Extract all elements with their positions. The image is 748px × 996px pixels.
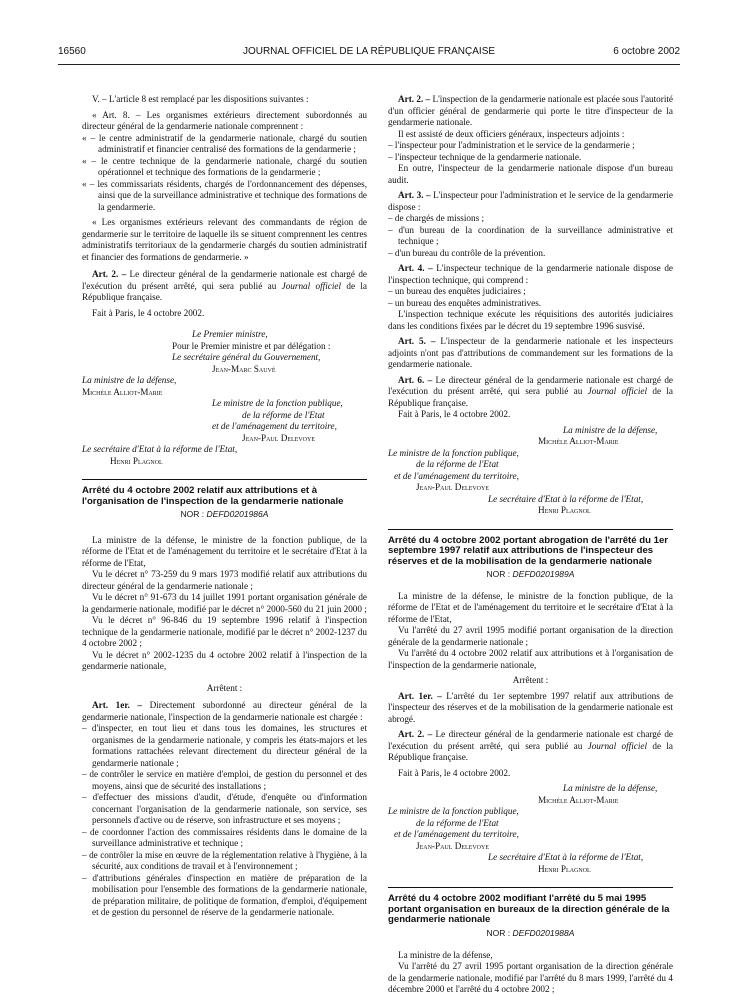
- art4-label: Art. 4. –: [398, 263, 433, 273]
- signatory-title: de la réforme de l'Etat: [416, 459, 499, 469]
- art1-paragraph: Art. 1er. – L'arrêté du 1er septembre 1997 relatif aux attributions de l'inspecteur des réserves et de la mobilisation de la gendarmerie nationale est abrogé.: [388, 690, 673, 724]
- signatory-title: et de l'aménagement du territoire,: [394, 470, 519, 481]
- art1-item: – d'attributions générales d'inspection en matière de préparation de la mobilisation pour l'ensemble des formations de la gendarmerie nationale, de préparation militaire, de politique de formation, d'emploi, d'équipement et de gestion du personnel de réserve de la gendarmerie nationale.: [82, 872, 367, 918]
- section-divider: [388, 529, 673, 530]
- signatory-title: Le Premier ministre,: [192, 329, 268, 339]
- art4-item: – un bureau des enquêtes judiciaires ;: [388, 286, 526, 296]
- page-number: 16560: [58, 46, 86, 57]
- signatory-title: Le secrétaire d'Etat à la réforme de l'Etat,: [488, 852, 644, 863]
- signature-block: [388, 783, 673, 875]
- signatory-name: Michèle Alliot-Marie: [538, 794, 619, 805]
- fait-a-paris: Fait à Paris, le 4 octobre 2002.: [398, 767, 511, 778]
- signatory-title: de la réforme de l'Etat: [416, 817, 499, 828]
- decree-visa: Vu le décret n° 96-846 du 19 septembre 1996 relatif à l'inspection technique de la gendarmerie nationale, modifié par le décret n° 2002-1237 du 4 octobre 2002 ;: [82, 615, 367, 649]
- art1-item: – d'inspecter, en tout lieu et dans tous les domaines, les structures et organismes de la gendarmerie nationale, y compris les états-majors et les formations rattachées relevant directement du directeur général de la gendarmerie nationale ;: [82, 723, 367, 768]
- signatory-title: La ministre de la défense,: [563, 424, 658, 435]
- art1-item: – de contrôler la mise en œuvre de la réglementation relative à l'hygiène, à la sécurité, aux conditions de travail et à l'environnement ;: [82, 849, 367, 872]
- decree-visa: Vu l'arrêté du 27 avril 1995 modifié portant organisation de la direction générale de la gendarmerie nationale ;: [388, 625, 673, 647]
- decree-intro: La ministre de la défense, le ministre de la fonction publique, de la réforme de l'Etat et de l'aménagement du territoire et le secrétaire d'Etat à la réforme de l'Etat,: [388, 590, 673, 624]
- art3-item: – de chargés de missions ;: [388, 213, 485, 223]
- art1-item: – d'effectuer des missions d'audit, d'étude, d'enquête ou d'information concernant l'organisation de la gendarmerie nationale, son service, ses personnels d'active ou de réserve, son infrastructure et ses moyens ;: [82, 792, 367, 826]
- signature-block: [388, 425, 673, 517]
- art2-label: Art. 2. –: [398, 729, 433, 740]
- signatory-title: de la réforme de l'Etat: [242, 409, 325, 420]
- signatory-name: Michèle Alliot-Marie: [82, 386, 163, 397]
- decree-visa: Vu le décret n° 91-673 du 14 juillet 1991 portant organisation générale de la gendarmerie nationale, modifié par le décret n° 2000-560 du 21 juin 2000 ;: [82, 592, 367, 614]
- assist-paragraph: Il est assisté de deux officiers généraux, inspecteurs adjoints :: [398, 128, 625, 139]
- signatory-title: Le ministre de la fonction publique,: [388, 447, 519, 458]
- signatory-title: Le ministre de la fonction publique,: [212, 398, 343, 408]
- left-column: [82, 94, 367, 919]
- art2-paragraph: Art. 2. – Le directeur général de la gendarmerie nationale est chargé de l'exécution du présent arrêté, qui sera publié au Journal officiel de la République française.: [82, 269, 367, 302]
- article-v-paragraph: V. – L'article 8 est remplacé par les dispositions suivantes :: [92, 94, 309, 104]
- art3-item: – d'un bureau de la coordination de la surveillance administrative et technique ;: [388, 224, 673, 246]
- signatory-title: Le secrétaire général du Gouvernement,: [172, 352, 321, 362]
- nor-reference: NOR : DEFD0201989A: [486, 569, 575, 580]
- decree-intro: La ministre de la défense, le ministre de la fonction publique, de la réforme de l'Etat et de l'aménagement du territoire et le secrétaire d'Etat à la réforme de l'Etat,: [82, 534, 367, 568]
- journal-title: JOURNAL OFFICIEL DE LA RÉPUBLIQUE FRANÇAISE: [242, 46, 496, 57]
- en-outre-paragraph: En outre, l'inspecteur de la gendarmerie nationale dispose d'un bureau audit.: [388, 163, 673, 185]
- section-divider: [388, 887, 673, 888]
- assist-item: – l'inspecteur pour l'administration et le service de la gendarmerie ;: [388, 140, 635, 150]
- decree-visa: Vu l'arrêté du 4 octobre 2002 relatif aux attributions et à l'organisation de l'inspection de la gendarmerie nationale,: [388, 648, 673, 670]
- art6-label: Art. 6. –: [398, 374, 433, 385]
- arretent-heading: Arrêtent :: [512, 675, 549, 686]
- signatory-title: et de l'aménagement du territoire,: [394, 829, 519, 840]
- art3-item: – d'un bureau du contrôle de la prévention.: [388, 247, 546, 258]
- art1-item: – de contrôler le service en matière d'emploi, de gestion du personnel et des moyens, ainsi que de sécurité des installations ;: [82, 769, 367, 791]
- decree-title: Arrêté du 4 octobre 2002 portant abrogation de l'arrêté du 1er septembre 1997 relatif aux attributions de l'inspecteur des réserves et de la mobilisation de la gendarmerie nationale: [388, 534, 669, 567]
- art4-item: – un bureau des enquêtes administratives.: [388, 297, 542, 308]
- signatory-name: Henri Plagnol: [538, 863, 591, 874]
- signatory-title: La ministre de la défense,: [563, 783, 658, 794]
- signatory-name: Henri Plagnol: [110, 455, 163, 466]
- header-rule: [58, 64, 680, 65]
- decree-visa: Vu l'arrêté du 27 avril 1995 portant organisation de la direction générale de la gendarmerie nationale, modifié par l'arrêté du 8 mars 1999, l'arrêté du 4 décembre 2000 et l'arrêté du 4 octobre 2002 ;: [388, 961, 673, 995]
- arretent-heading: Arrêtent :: [206, 682, 243, 693]
- signatory-title: Le ministre de la fonction publique,: [388, 806, 519, 817]
- art2-paragraph: Art. 2. – L'inspection de la gendarmerie nationale est placée sous l'autorité d'un officier général de gendarmerie qui porte le titre d'inspecteur de la gendarmerie nationale.: [388, 94, 674, 127]
- fait-a-paris: Fait à Paris, le 4 octobre 2002.: [398, 409, 511, 419]
- issue-date: 6 octobre 2002: [613, 46, 680, 57]
- decree-intro: La ministre de la défense,: [398, 949, 493, 960]
- signatory-name: Jean-Paul Delevoye: [416, 482, 489, 492]
- signatory-name: Jean-Marc Sauvé: [212, 363, 276, 374]
- decree-title: Arrêté du 4 octobre 2002 relatif aux attributions et à l'organisation de l'inspection de la gendarmerie nationale: [82, 485, 344, 507]
- decree-visa: Vu le décret n° 73-259 du 9 mars 1973 modifié relatif aux attributions du directeur général de la gendarmerie nationale ;: [82, 569, 367, 591]
- section-divider: [82, 479, 367, 480]
- signatory-title: Le secrétaire d'Etat à la réforme de l'Etat,: [488, 493, 644, 504]
- art6-paragraph: Art. 6. – Le directeur général de la gendarmerie nationale est chargé de l'exécution du présent arrêté, qui sera publié au Journal officiel de la République française.: [388, 374, 673, 408]
- art5-label: Art. 5. –: [398, 336, 436, 346]
- fait-a-paris: Fait à Paris, le 4 octobre 2002.: [92, 307, 205, 318]
- art2-paragraph: Art. 2. – Le directeur général de la gendarmerie nationale est chargé de l'exécution du présent arrêté, qui sera publié au Journal officiel de la République française.: [388, 729, 673, 763]
- art8-item: « – les commissariats résidents, chargés de l'ordonnancement des dépenses, ainsi que de la surveillance administrative et technique des formations de la gendarmerie.: [82, 178, 367, 212]
- art3-label: Art. 3. –: [398, 190, 431, 200]
- art1-paragraph: Art. 1er. – Directement subordonné au directeur général de la gendarmerie nationale, l'inspection de la gendarmerie nationale est chargée :: [82, 700, 367, 722]
- signatory-name: Jean-Paul Delevoye: [416, 840, 489, 851]
- nor-reference: NOR : DEFD0201986A: [180, 509, 269, 520]
- assist-item: – l'inspecteur technique de la gendarmerie nationale.: [388, 151, 582, 162]
- art1-label: Art. 1er. –: [92, 700, 143, 711]
- signatory-title: Pour le Premier ministre et par délégation :: [172, 340, 331, 351]
- inspection-technique-paragraph: L'inspection technique exécute les réquisitions des autorités judiciaires dans les conditions fixées par le décret du 19 septembre 1996 susvisé.: [388, 309, 673, 331]
- art8-item: « – le centre technique de la gendarmerie nationale, chargé du soutien opérationnel et technique des formations de la gendarmerie ;: [82, 155, 367, 177]
- nor-reference: NOR : DEFD0201988A: [486, 928, 575, 939]
- art1-label: Art. 1er. –: [398, 690, 442, 701]
- art5-paragraph: Art. 5. – L'inspecteur de la gendarmerie nationale et les inspecteurs adjoints n'ont pas d'attributions de commandement sur les formations de la gendarmerie nationale.: [388, 336, 673, 369]
- signatory-title: Le secrétaire d'Etat à la réforme de l'Etat,: [82, 444, 238, 454]
- signatory-name: Henri Plagnol: [538, 505, 591, 515]
- art1-item: – de coordonner l'action des commissaires résidents dans le domaine de la surveillance administrative et technique ;: [82, 826, 367, 849]
- signatory-name: Michèle Alliot-Marie: [538, 436, 619, 446]
- art2-label: Art. 2. –: [398, 94, 431, 104]
- decree-title: Arrêté du 4 octobre 2002 modifiant l'arrêté du 5 mai 1995 portant organisation en bureaux de la direction générale de la gendarmerie nationale: [388, 893, 670, 926]
- art3-paragraph: Art. 3. – L'inspecteur pour l'administration et le service de la gendarmerie dispose :: [388, 190, 673, 212]
- art2-label: Art. 2. –: [92, 269, 127, 279]
- art8-item: « – le centre administratif de la gendarmerie nationale, chargé du soutien administratif et financier centralisé des formations de la gendarmerie ;: [82, 132, 367, 154]
- page-header: [58, 46, 680, 62]
- signatory-title: et de l'aménagement du territoire,: [212, 421, 337, 431]
- art8-lead: « Art. 8. – Les organismes extérieurs directement subordonnés au directeur général de la gendarmerie nationale comprennent :: [82, 109, 367, 131]
- art4-paragraph: Art. 4. – L'inspecteur technique de la gendarmerie nationale dispose de l'inspection technique, qui comprend :: [388, 263, 673, 285]
- decree-visa: Vu le décret n° 2002-1235 du 4 octobre 2002 relatif à l'inspection de la gendarmerie nationale,: [82, 649, 367, 672]
- right-column: [388, 94, 673, 996]
- art8-tail: « Les organismes extérieurs relevant des commandants de région de gendarmerie sur le territoire de laquelle ils se situent comprennent les centres administratifs territoriaux de la gendarmerie chargés du soutien administratif et financier des formations de gendarmerie. »: [82, 217, 367, 262]
- signatory-title: La ministre de la défense,: [82, 375, 177, 385]
- signature-block: [82, 329, 367, 467]
- signatory-name: Jean-Paul Delevoye: [242, 432, 315, 443]
